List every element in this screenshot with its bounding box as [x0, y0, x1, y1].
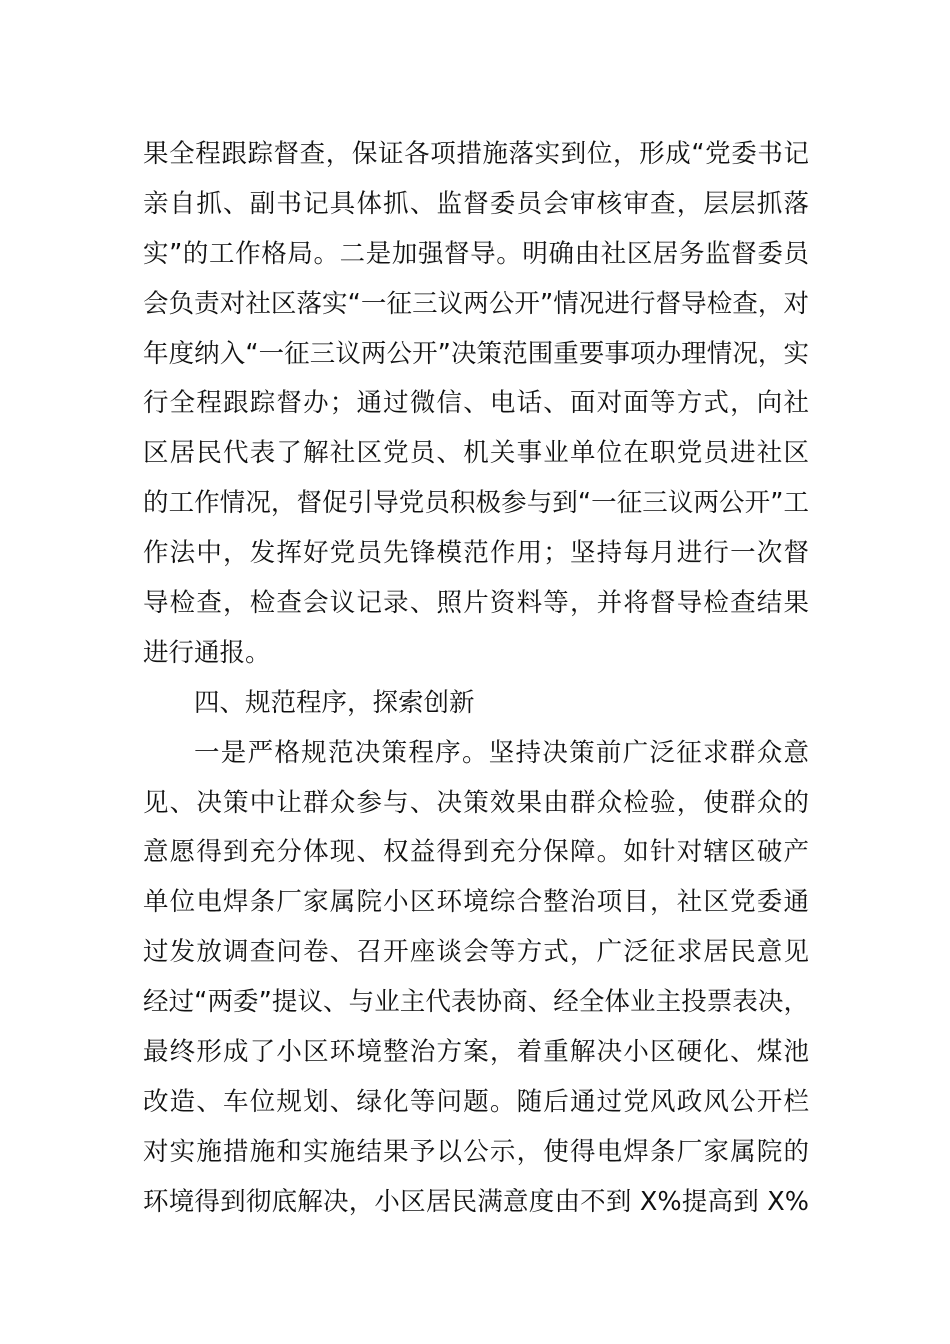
- text-line: 见、决策中让群众参与、决策效果由群众检验，使群众的: [143, 787, 809, 818]
- text-line: 意愿得到充分体现、权益得到充分保障。如针对辖区破产: [143, 837, 809, 868]
- text-line: 导检查，检查会议记录、照片资料等，并将督导检查结果: [143, 588, 809, 619]
- text-line: 环境得到彻底解决，小区居民满意度由不到 X%提高到 X%: [143, 1186, 809, 1217]
- body-text: [143, 130, 809, 1228]
- text-line: 亲自抓、副书记具体抓、监督委员会审核审查，层层抓落: [143, 188, 809, 219]
- text-line: 经过“两委”提议、与业主代表协商、经全体业主投票表决，: [143, 987, 809, 1018]
- text-line: 改造、车位规划、绿化等问题。随后通过党风政风公开栏: [143, 1086, 809, 1117]
- text-line: 年度纳入“一征三议两公开”决策范围重要事项办理情况，实: [143, 338, 809, 369]
- text-line: 实”的工作格局。二是加强督导。明确由社区居务监督委员: [143, 238, 809, 269]
- text-line: 单位电焊条厂家属院小区环境综合整治项目，社区党委通: [143, 887, 809, 918]
- paragraph-first-line: 一是严格规范决策程序。坚持决策前广泛征求群众意: [194, 737, 809, 768]
- text-line: 会负责对社区落实“一征三议两公开”情况进行督导检查，对: [143, 288, 809, 319]
- text-line: 果全程跟踪督查，保证各项措施落实到位，形成“党委书记: [143, 139, 809, 169]
- section-heading: 四、规范程序，探索创新: [194, 687, 475, 718]
- paragraph-end-line: 进行通报。: [143, 637, 271, 668]
- text-line: 过发放调查问卷、召开座谈会等方式，广泛征求居民意见: [143, 937, 809, 968]
- text-line: 作法中，发挥好党员先锋模范作用；坚持每月进行一次督: [143, 538, 809, 569]
- text-line: 对实施措施和实施结果予以公示，使得电焊条厂家属院的: [143, 1136, 809, 1167]
- text-line: 区居民代表了解社区党员、机关事业单位在职党员进社区: [143, 438, 809, 469]
- text-line: 的工作情况，督促引导党员积极参与到“一征三议两公开”工: [143, 488, 809, 519]
- text-line: 行全程跟踪督办；通过微信、电话、面对面等方式，向社: [143, 388, 809, 419]
- text-line: 最终形成了小区环境整治方案，着重解决小区硬化、煤池: [143, 1037, 809, 1068]
